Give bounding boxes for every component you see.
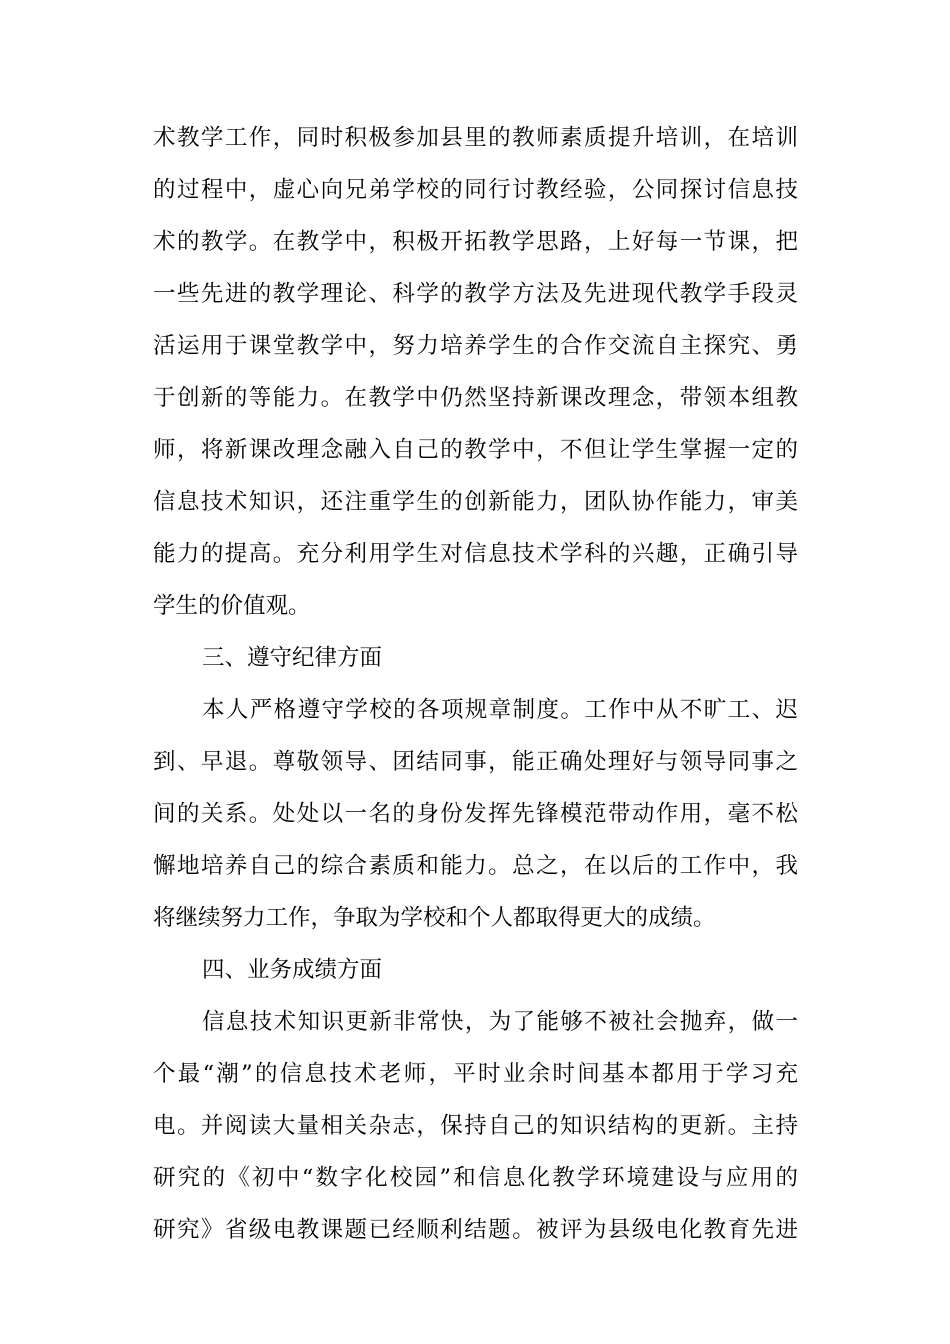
text-line: 个最“潮”的信息技术老师，平时业余时间基本都用于学习充 (153, 1061, 798, 1087)
text-line: 能力的提高。充分利用学生对信息技术学科的兴趣，正确引导 (153, 541, 798, 567)
text-line: 到、早退。尊敬领导、团结同事，能正确处理好与领导同事之 (153, 749, 798, 775)
paragraph-first-line: 本人严格遵守学校的各项规章制度。工作中从不旷工、迟 (202, 697, 798, 723)
text-line: 研究的《初中“数字化校园”和信息化教学环境建设与应用的 (153, 1165, 798, 1191)
text-line: 间的关系。处处以一名的身份发挥先锋模范带动作用，毫不松 (153, 801, 798, 827)
text-line: 术的教学。在教学中，积极开拓教学思路，上好每一节课，把 (153, 229, 798, 255)
text-line: 于创新的等能力。在教学中仍然坚持新课改理念，带领本组教 (153, 385, 798, 411)
text-line: 懈地培养自己的综合素质和能力。总之，在以后的工作中，我 (153, 853, 798, 879)
text-line: 研究》省级电教课题已经顺利结题。被评为县级电化教育先进 (153, 1217, 798, 1243)
section-heading: 三、遵守纪律方面 (202, 645, 383, 671)
text-line: 一些先进的教学理论、科学的教学方法及先进现代教学手段灵 (153, 281, 798, 307)
text-line: 电。并阅读大量相关杂志，保持自己的知识结构的更新。主持 (153, 1113, 798, 1139)
text-line: 活运用于课堂教学中，努力培养学生的合作交流自主探究、勇 (153, 333, 798, 359)
text-line: 术教学工作，同时积极参加县里的教师素质提升培训，在培训 (153, 125, 798, 151)
text-line: 将继续努力工作，争取为学校和个人都取得更大的成绩。 (153, 905, 716, 931)
text-line: 的过程中，虚心向兄弟学校的同行讨教经验，公同探讨信息技 (153, 177, 798, 203)
paragraph-first-line: 信息技术知识更新非常快，为了能够不被社会抛弃，做一 (202, 1009, 798, 1035)
section-heading: 四、业务成绩方面 (202, 957, 383, 983)
text-line: 师，将新课改理念融入自己的教学中，不但让学生掌握一定的 (153, 437, 798, 463)
text-line: 信息技术知识，还注重学生的创新能力，团队协作能力，审美 (153, 489, 798, 515)
text-line: 学生的价值观。 (153, 593, 311, 619)
